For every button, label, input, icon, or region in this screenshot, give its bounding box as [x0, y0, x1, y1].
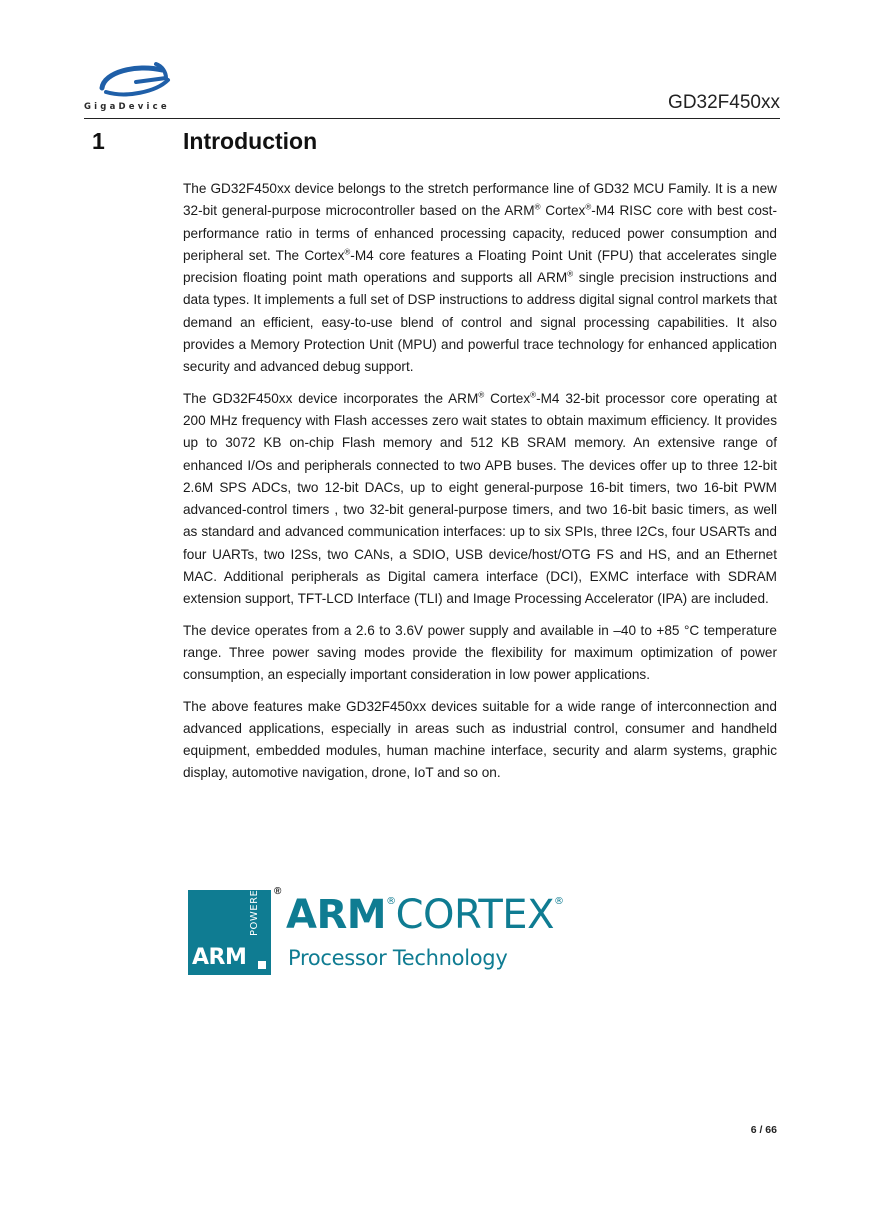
arm-badge-dot: [258, 961, 266, 969]
badge-reg-mark: ®: [274, 886, 282, 897]
gigadevice-swoosh-icon: [96, 58, 176, 100]
paragraph-2: The GD32F450xx device incorporates the ARM® Cortex®-M4 32-bit processor core operating at 200 MHz frequency with Flash accesses zero wait states to obtain maximum efficiency. It provides up to 3072 KB on-chip Flash memory and 512 KB SRAM memory. An extensive range of enhanced I/Os and peripherals connected to two APB buses. The devices offer up to three 12-bit 2.6M SPS ADCs, two 12-bit DACs, up to eight general-purpose 16-bit timers, two 16-bit PWM advanced-control timers , two 32-bit general-purpose timers, and two 16-bit basic timers, as well as standard and advanced communication interfaces: up to six SPIs, three I2Cs, four USARTs and four UARTs, two I2Ss, two CANs, a SDIO, USB device/host/OTG FS and HS, and an Ethernet MAC. Additional peripherals as Digital camera interface (DCI), EXMC interface with SDRAM extension support, TFT-LCD Interface (TLI) and Image Processing Accelerator (IPA) are included.: [183, 390, 777, 607]
body-text: [183, 178, 777, 794]
arm-badge-word: ARM: [192, 945, 247, 970]
arm-cortex-logo: [188, 881, 588, 976]
logo-text: GigaDevice: [84, 102, 170, 112]
arm-powered-badge: [188, 881, 282, 975]
page-number: 6 / 66: [750, 1124, 777, 1136]
arm-cortex-wordmark: ARM®CORTEX®: [286, 892, 564, 938]
processor-technology-label: Processor Technology: [288, 946, 508, 970]
chapter-number: 1: [92, 128, 105, 154]
gigadevice-logo: [84, 58, 184, 114]
document-id: GD32F450xx: [668, 92, 780, 113]
paragraph-4: The above features make GD32F450xx devices suitable for a wide range of interconnection and advanced applications, especially in areas such as industrial control, consumer and handheld equipment, embedded modules, human machine interface, security and alarm systems, graphic display, automotive navigation, drone, IoT and so on.: [183, 698, 777, 781]
paragraph-1: The GD32F450xx device belongs to the stretch performance line of GD32 MCU Family. It is a new 32-bit general-purpose microcontroller based on the ARM® Cortex®-M4 RISC core with best cost-performance ratio in terms of enhanced processing capacity, reduced power consumption and peripheral set. The Cortex®-M4 core features a Floating Point Unit (FPU) that accelerates single precision floating point math operations and supports all ARM® single precision instructions and data types. It implements a full set of DSP instructions to address digital signal control markets that demand an efficient, easy-to-use blend of control and signal processing capabilities. It also provides a Memory Protection Unit (MPU) and powerful trace technology for enhanced application security and advanced debug support.: [183, 181, 777, 375]
powered-label: POWERED: [249, 881, 260, 936]
chapter-title: Introduction: [183, 128, 318, 154]
paragraph-3: The device operates from a 2.6 to 3.6V power supply and available in –40 to +85 °C temperature range. Three power saving modes provide the flexibility for maximum optimization of power consumption, an especially important consideration in low power applications.: [183, 622, 777, 683]
page-header: [84, 56, 780, 119]
